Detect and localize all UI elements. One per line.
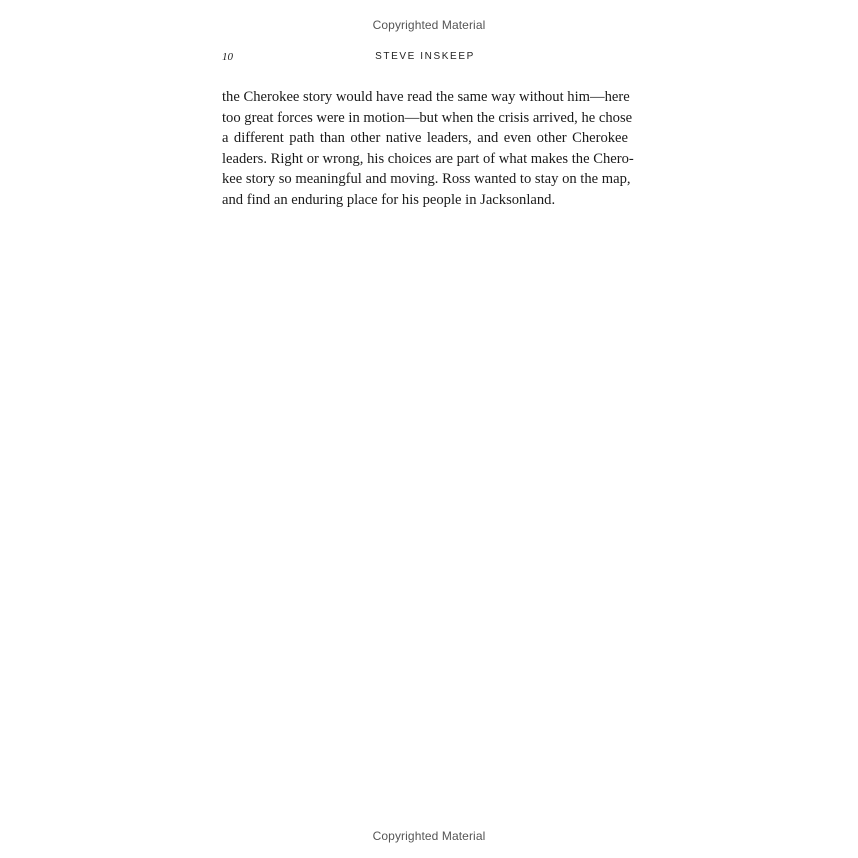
author-running-head: STEVE INSKEEP bbox=[375, 51, 475, 62]
body-paragraph bbox=[222, 87, 634, 211]
body-line: a different path than other native leaders, and even other Cherokee bbox=[222, 130, 628, 147]
running-head bbox=[222, 51, 628, 67]
body-line: kee story so meaningful and moving. Ross wanted to stay on the map, bbox=[222, 171, 631, 188]
body-line: leaders. Right or wrong, his choices are part of what makes the Chero- bbox=[222, 150, 634, 167]
body-line: and find an enduring place for his people in Jacksonland. bbox=[222, 191, 556, 208]
body-line: too great forces were in motion—but when the crisis arrived, he chose bbox=[222, 109, 633, 126]
body-line: the Cherokee story would have read the same way without him—here bbox=[222, 89, 630, 105]
copyright-watermark-bottom: Copyrighted Material bbox=[372, 829, 486, 843]
page-number: 10 bbox=[222, 51, 233, 63]
copyright-watermark-top: Copyrighted Material bbox=[372, 18, 486, 32]
